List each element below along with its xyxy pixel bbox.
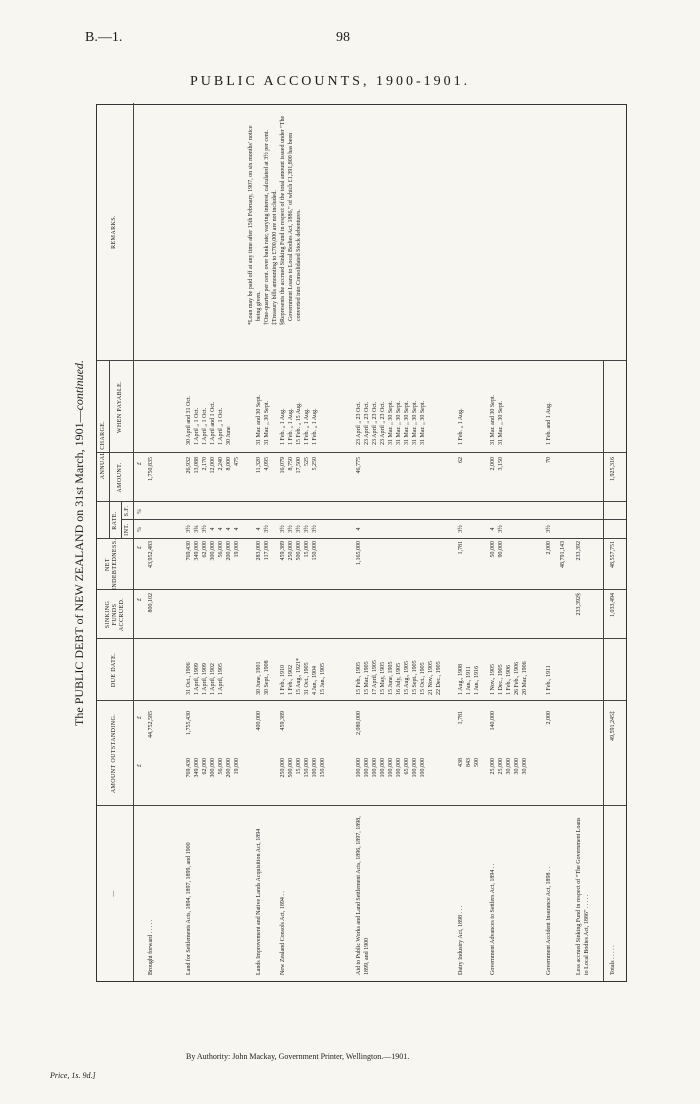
- interest-rate: 3½: [280, 525, 286, 533]
- row-description: Land for Settlements Acts, 1894, 1897, 1899, and 1900: [186, 842, 192, 975]
- due-date: 1 April, 1902: [210, 663, 216, 695]
- when-payable: 1 Feb. „ 1 Aug.: [280, 408, 286, 445]
- interest-rate: 3½: [312, 525, 318, 533]
- when-payable: 1 Feb. „ 1 Aug.: [312, 408, 318, 445]
- annual-amount: 26,932: [186, 457, 192, 474]
- when-payable: 1 Feb. „ 1 Aug.: [458, 408, 464, 445]
- sinking-fund: 233,392§: [576, 593, 582, 616]
- header-net-indebtedness: NET INDEBTEDNESS.: [105, 538, 118, 590]
- page-code: B.—1.: [85, 30, 123, 45]
- interest-rate: 4: [256, 527, 262, 531]
- when-payable: 31 Mar. „ 30 Sept.: [498, 401, 504, 445]
- due-date: 15 Aug., 1905: [404, 660, 410, 695]
- row-description: Lands Improvement and Native Lands Acquisition Act, 1894: [256, 828, 262, 975]
- when-payable: 30 April and 31 Oct.: [186, 395, 192, 445]
- when-payable: 31 Mar. „ 30 Sept.: [264, 401, 270, 445]
- header-remarks: REMARKS.: [111, 215, 117, 249]
- table-title-continued: continued.: [72, 360, 86, 411]
- remarks-notes: [247, 115, 303, 325]
- unit-percent: %: [137, 509, 143, 514]
- due-date: 1 Aug., 1908: [458, 663, 464, 695]
- when-payable: 23 April „ 23 Oct.: [364, 401, 370, 445]
- amount-outstanding-item: 19,000: [234, 758, 240, 775]
- when-payable: 1 April „ 1 Oct.: [218, 407, 224, 445]
- when-payable: 23 April „ 23 Oct.: [356, 401, 362, 445]
- net-indebtedness: 50,000: [490, 541, 496, 558]
- interest-rate: 4: [226, 527, 232, 531]
- when-payable: 1 April „ 1 Oct.: [202, 407, 208, 445]
- amount-outstanding-total: 400,000: [256, 711, 262, 731]
- footer-authority: By Authority: John Mackay, Government Printer, Wellington.—1901.: [186, 1052, 410, 1061]
- amount-outstanding-item: 150,000: [320, 758, 326, 778]
- sinking-fund: 800,102: [148, 593, 154, 613]
- when-payable: 30 June: [226, 426, 232, 445]
- annual-amount: 3,150: [498, 457, 504, 471]
- due-date: 1 Jan., 1911: [466, 666, 472, 695]
- amount-outstanding-item: 150,000: [304, 758, 310, 778]
- due-date: 15 May, 1905: [380, 661, 386, 695]
- due-date: 16 July, 1905: [396, 662, 402, 695]
- net-indebtedness: 500,000: [296, 541, 302, 561]
- amount-outstanding-item: 25,000: [498, 758, 504, 775]
- amount-outstanding-total: 459,389: [280, 711, 286, 731]
- amount-outstanding-total: 140,000: [490, 711, 496, 731]
- net-indebtedness: 117,000: [264, 541, 270, 561]
- header-amount-outstanding: AMOUNT OUTSTANDING.: [111, 713, 117, 794]
- annual-amount: 13,088: [194, 457, 200, 474]
- net-indebtedness: 56,000: [218, 541, 224, 558]
- remark-note: †One-quarter per cent. over bank rate; varying interest, calculated at 3½ per cent.: [264, 130, 270, 325]
- when-payable: 1 Feb. „ 1 Aug.: [304, 408, 310, 445]
- unit-pound: £: [137, 764, 143, 767]
- net-indebtedness: 150,000: [312, 541, 318, 561]
- header-blank: —: [111, 890, 117, 897]
- due-date: 1 Feb., 1906: [506, 665, 512, 695]
- header-int: INT.: [124, 523, 130, 536]
- due-date: 1 Feb., 1911: [546, 665, 552, 695]
- when-payable: 1 April and 1 Oct.: [210, 401, 216, 445]
- remark-note: ‡Treasury bills amounting to £700,000 are not included.: [272, 190, 278, 325]
- due-date: 15 Oct., 1905: [420, 662, 426, 695]
- column-rule: [97, 452, 626, 453]
- header-sinking-funds: SINKING FUNDS ACCRUED.: [105, 597, 125, 632]
- net-indebtedness: 19,000: [234, 541, 240, 558]
- interest-rate: 4: [490, 527, 496, 531]
- unit-pound: £: [137, 462, 143, 465]
- column-rule: [97, 805, 626, 806]
- interest-rate: 3½: [296, 525, 302, 533]
- header-annual-charge: ANNUAL CHARGE.: [100, 420, 106, 480]
- when-payable: 1 Feb. and 1 Aug.: [546, 402, 552, 445]
- annual-amount: 8,750: [288, 457, 294, 471]
- amount-outstanding-item: 100,000: [396, 758, 402, 778]
- amount-outstanding-total: 1,755,430: [186, 711, 192, 735]
- amount-outstanding-item: 100,000: [312, 758, 318, 778]
- net-indebtedness: 1,165,000: [356, 541, 362, 565]
- net-indebtedness: 200,000: [226, 541, 232, 561]
- remark-note: *Loan may be paid off at any time after 15th February, 1907, on six months’ notice being given.: [248, 125, 262, 325]
- annual-amount: 4,095: [264, 457, 270, 471]
- net-indebtedness: 90,000: [498, 541, 504, 558]
- net-indebtedness: 250,000: [288, 541, 294, 561]
- net-indebtedness: 15,000: [304, 541, 310, 558]
- row-description: Government Advances to Settlers Act, 1894 . .: [490, 863, 496, 975]
- row-description: Dairy Industry Act, 1898 . . .: [458, 906, 464, 975]
- net-indebtedness: 769,430: [186, 541, 192, 561]
- amount-outstanding-item: 500: [474, 758, 480, 767]
- net-indebtedness: 1,781: [458, 541, 464, 555]
- amount-outstanding-total: 49,591,245‡: [610, 711, 616, 741]
- due-date: 26 Feb., 1906: [514, 662, 520, 695]
- interest-rate: 3½: [264, 525, 270, 533]
- annual-amount: 16,079: [280, 457, 286, 474]
- interest-rate: 3½: [458, 525, 464, 533]
- interest-rate: 3¾: [194, 525, 200, 533]
- due-date: 21 Nov., 1905: [428, 661, 434, 695]
- amount-outstanding-item: 56,000: [218, 758, 224, 775]
- annual-amount: 2,000: [490, 457, 496, 471]
- header-rule: [121, 502, 122, 539]
- amount-outstanding-item: 769,430: [186, 758, 192, 778]
- unit-percent: %: [137, 527, 143, 532]
- annual-amount: 70: [546, 457, 552, 463]
- due-date: 17 April, 1905: [372, 660, 378, 695]
- amount-outstanding-total: 1,781: [458, 711, 464, 725]
- column-rule: [97, 501, 626, 502]
- due-date: 1 Feb., 1902: [288, 665, 294, 695]
- amount-outstanding-item: 100,000: [388, 758, 394, 778]
- when-payable: 31 Mar. „ 30 Sept.: [396, 401, 402, 445]
- net-indebtedness: 283,000: [256, 541, 262, 561]
- interest-rate: 3½: [202, 525, 208, 533]
- amount-outstanding-item: 500,000: [288, 758, 294, 778]
- amount-outstanding-item: 250,000: [280, 758, 286, 778]
- interest-rate: 3½: [186, 525, 192, 533]
- annual-amount: 2,240: [218, 457, 224, 471]
- row-description: Totals . . . . .: [610, 945, 616, 975]
- amount-outstanding-item: 100,000: [356, 758, 362, 778]
- page-heading: PUBLIC ACCOUNTS, 1900-1901.: [190, 74, 471, 89]
- totals-rule: [603, 361, 604, 981]
- column-rule: [121, 519, 626, 520]
- amount-outstanding-item: 100,000: [412, 758, 418, 778]
- amount-outstanding-item: 100,000: [380, 758, 386, 778]
- amount-outstanding-item: 200,000: [226, 758, 232, 778]
- annual-amount: 525: [304, 457, 310, 466]
- page-number: 98: [336, 30, 350, 45]
- annual-amount: 46,775: [356, 457, 362, 474]
- net-indebtedness: 48,791,143: [560, 541, 566, 568]
- row-description: Less accrued Sinking Fund in respect of “The Government Loans to Local Bodies Act, 1886” . . . . .: [576, 817, 590, 975]
- due-date: 1 Feb., 1910: [280, 665, 286, 695]
- rotated-table-area: [72, 104, 627, 982]
- due-date: 1 Jan., 1916: [474, 666, 480, 695]
- due-date: 4 Jan., 1904: [312, 666, 318, 695]
- remark-note: §Represents the accrued Sinking Fund in respect of the total amount issued under “The Government Loans to Local Bodies Act, 1886,” of which £1,391,800 has been converted into Consolidated Stock debentures.: [280, 115, 302, 325]
- amount-outstanding-item: 300,000: [210, 758, 216, 778]
- due-date: 1 April, 1909: [202, 663, 208, 695]
- column-rule: [97, 360, 626, 361]
- due-date: 30 June, 1901: [256, 661, 262, 695]
- interest-rate: 3½: [304, 525, 310, 533]
- annual-amount: 17,500: [296, 457, 302, 474]
- row-description: New Zealand Consols Act, 1894 . .: [280, 891, 286, 975]
- amount-outstanding-item: 100,000: [420, 758, 426, 778]
- row-description: Aid to Public Works and Land Settlement Acts, 1896, 1897, 1898, 1899, and 1900: [356, 816, 370, 975]
- row-description: Government Accident Insurance Act, 1898 . .: [546, 866, 552, 975]
- header-amount: AMOUNT.: [117, 462, 123, 493]
- due-date: 1 April, 1909: [194, 663, 200, 695]
- net-indebtedness: 300,000: [210, 541, 216, 561]
- when-payable: 31 Mar. and 30 Sept.: [490, 395, 496, 445]
- net-indebtedness: 233,392: [576, 541, 582, 561]
- column-rule: [97, 589, 626, 590]
- when-payable: 31 Mar. and 30 Sept.: [256, 395, 262, 445]
- amount-outstanding-item: 349,000: [194, 758, 200, 778]
- unit-pound: £: [137, 716, 143, 719]
- amount-outstanding-item: 65,000: [404, 758, 410, 775]
- net-indebtedness: 459,389: [280, 541, 286, 561]
- table-title-main: The PUBLIC DEBT of NEW ZEALAND on 31st March, 1901—: [72, 410, 86, 726]
- header-rule: [133, 103, 134, 981]
- header-when-payable: WHEN PAYABLE.: [117, 380, 123, 434]
- due-date: 15 Sept., 1905: [412, 660, 418, 695]
- unit-pound: £: [137, 546, 143, 549]
- interest-rate: 4: [356, 527, 362, 531]
- when-payable: 31 Mar. „ 30 Sept.: [412, 401, 418, 445]
- column-rule: [97, 700, 626, 701]
- due-date: 15 Aug., 1921*: [296, 657, 302, 695]
- due-date: 15 Jan., 1905: [320, 663, 326, 695]
- when-payable: 1 April „ 1 Oct.: [194, 407, 200, 445]
- due-date: 30 Sept., 1908: [264, 660, 270, 695]
- annual-amount: 11,320: [256, 457, 262, 474]
- amount-outstanding-item: 25,000: [490, 758, 496, 775]
- column-rule: [97, 538, 626, 539]
- debt-table: [96, 104, 627, 982]
- annual-amount: 8,000: [226, 457, 232, 471]
- annual-amount: 5,250: [312, 457, 318, 471]
- interest-rate: 3½: [546, 525, 552, 533]
- header-rate: RATE.: [112, 511, 118, 530]
- due-date: 15 Feb., 1905: [356, 662, 362, 695]
- interest-rate: 4: [234, 527, 240, 531]
- footer-price: Price, 1s. 9d.]: [50, 1071, 96, 1080]
- due-date: 20 Mar., 1906: [522, 661, 528, 695]
- sinking-fund: 1,033,494: [610, 593, 616, 617]
- table-title: [72, 104, 87, 982]
- amount-outstanding-total: 2,080,000: [356, 711, 362, 735]
- when-payable: 15 Feb. „ 15 Aug.: [296, 402, 302, 445]
- net-indebtedness: 62,000: [202, 541, 208, 558]
- when-payable: 23 April „ 23 Oct.: [372, 401, 378, 445]
- when-payable: 31 Mar. „ 30 Sept.: [388, 401, 394, 445]
- annual-amount: 2,170: [202, 457, 208, 471]
- due-date: 1 Dec., 1905: [498, 664, 504, 695]
- net-indebtedness: 2,000: [546, 541, 552, 555]
- header-rule: [109, 361, 110, 539]
- header-sf: S.F.: [124, 505, 130, 517]
- due-date: 31 Oct., 1906: [186, 662, 192, 695]
- amount-outstanding-item: 15,000: [296, 758, 302, 775]
- due-date: 15 Mar., 1905: [364, 661, 370, 695]
- due-date: 15 June, 1905: [388, 661, 394, 695]
- due-date: 31 Oct., 1905: [304, 662, 310, 695]
- when-payable: 31 Mar. „ 30 Sept.: [420, 401, 426, 445]
- net-indebtedness: 48,557,751: [610, 541, 616, 568]
- amount-outstanding-item: 100,000: [364, 758, 370, 778]
- annual-amount: 1,750,835: [148, 457, 154, 481]
- net-indebtedness: 43,952,483: [148, 541, 154, 568]
- row-description: Brought forward . . . . .: [148, 919, 154, 975]
- amount-outstanding-item: 438: [458, 758, 464, 767]
- net-indebtedness: 349,000: [194, 541, 200, 561]
- amount-outstanding-item: 843: [466, 758, 472, 767]
- when-payable: 23 April „ 23 Oct.: [380, 401, 386, 445]
- due-date: 1 Nov., 1905: [490, 664, 496, 695]
- interest-rate: 4: [218, 527, 224, 531]
- due-date: 1 April, 1905: [218, 663, 224, 695]
- annual-amount: 12,000: [210, 457, 216, 474]
- interest-rate: 4: [210, 527, 216, 531]
- amount-outstanding-item: 30,000: [514, 758, 520, 775]
- due-date: 22 Dec., 1905: [436, 661, 442, 695]
- annual-amount: 475: [234, 457, 240, 466]
- amount-outstanding-item: 100,000: [372, 758, 378, 778]
- when-payable: 31 Mar. „ 30 Sept.: [404, 401, 410, 445]
- interest-rate: 3½: [498, 525, 504, 533]
- header-due-date: DUE DATE.: [111, 652, 117, 688]
- when-payable: 1 Feb. „ 1 Aug.: [288, 408, 294, 445]
- amount-outstanding-total: 2,000: [546, 711, 552, 725]
- amount-outstanding-item: 62,000: [202, 758, 208, 775]
- annual-amount: 62: [458, 457, 464, 463]
- amount-outstanding-total: 44,752,585: [148, 711, 154, 738]
- interest-rate: 3½: [288, 525, 294, 533]
- unit-pound: £: [137, 598, 143, 601]
- amount-outstanding-item: 30,000: [506, 758, 512, 775]
- annual-amount: 1,925,316: [610, 457, 616, 481]
- amount-outstanding-item: 30,000: [522, 758, 528, 775]
